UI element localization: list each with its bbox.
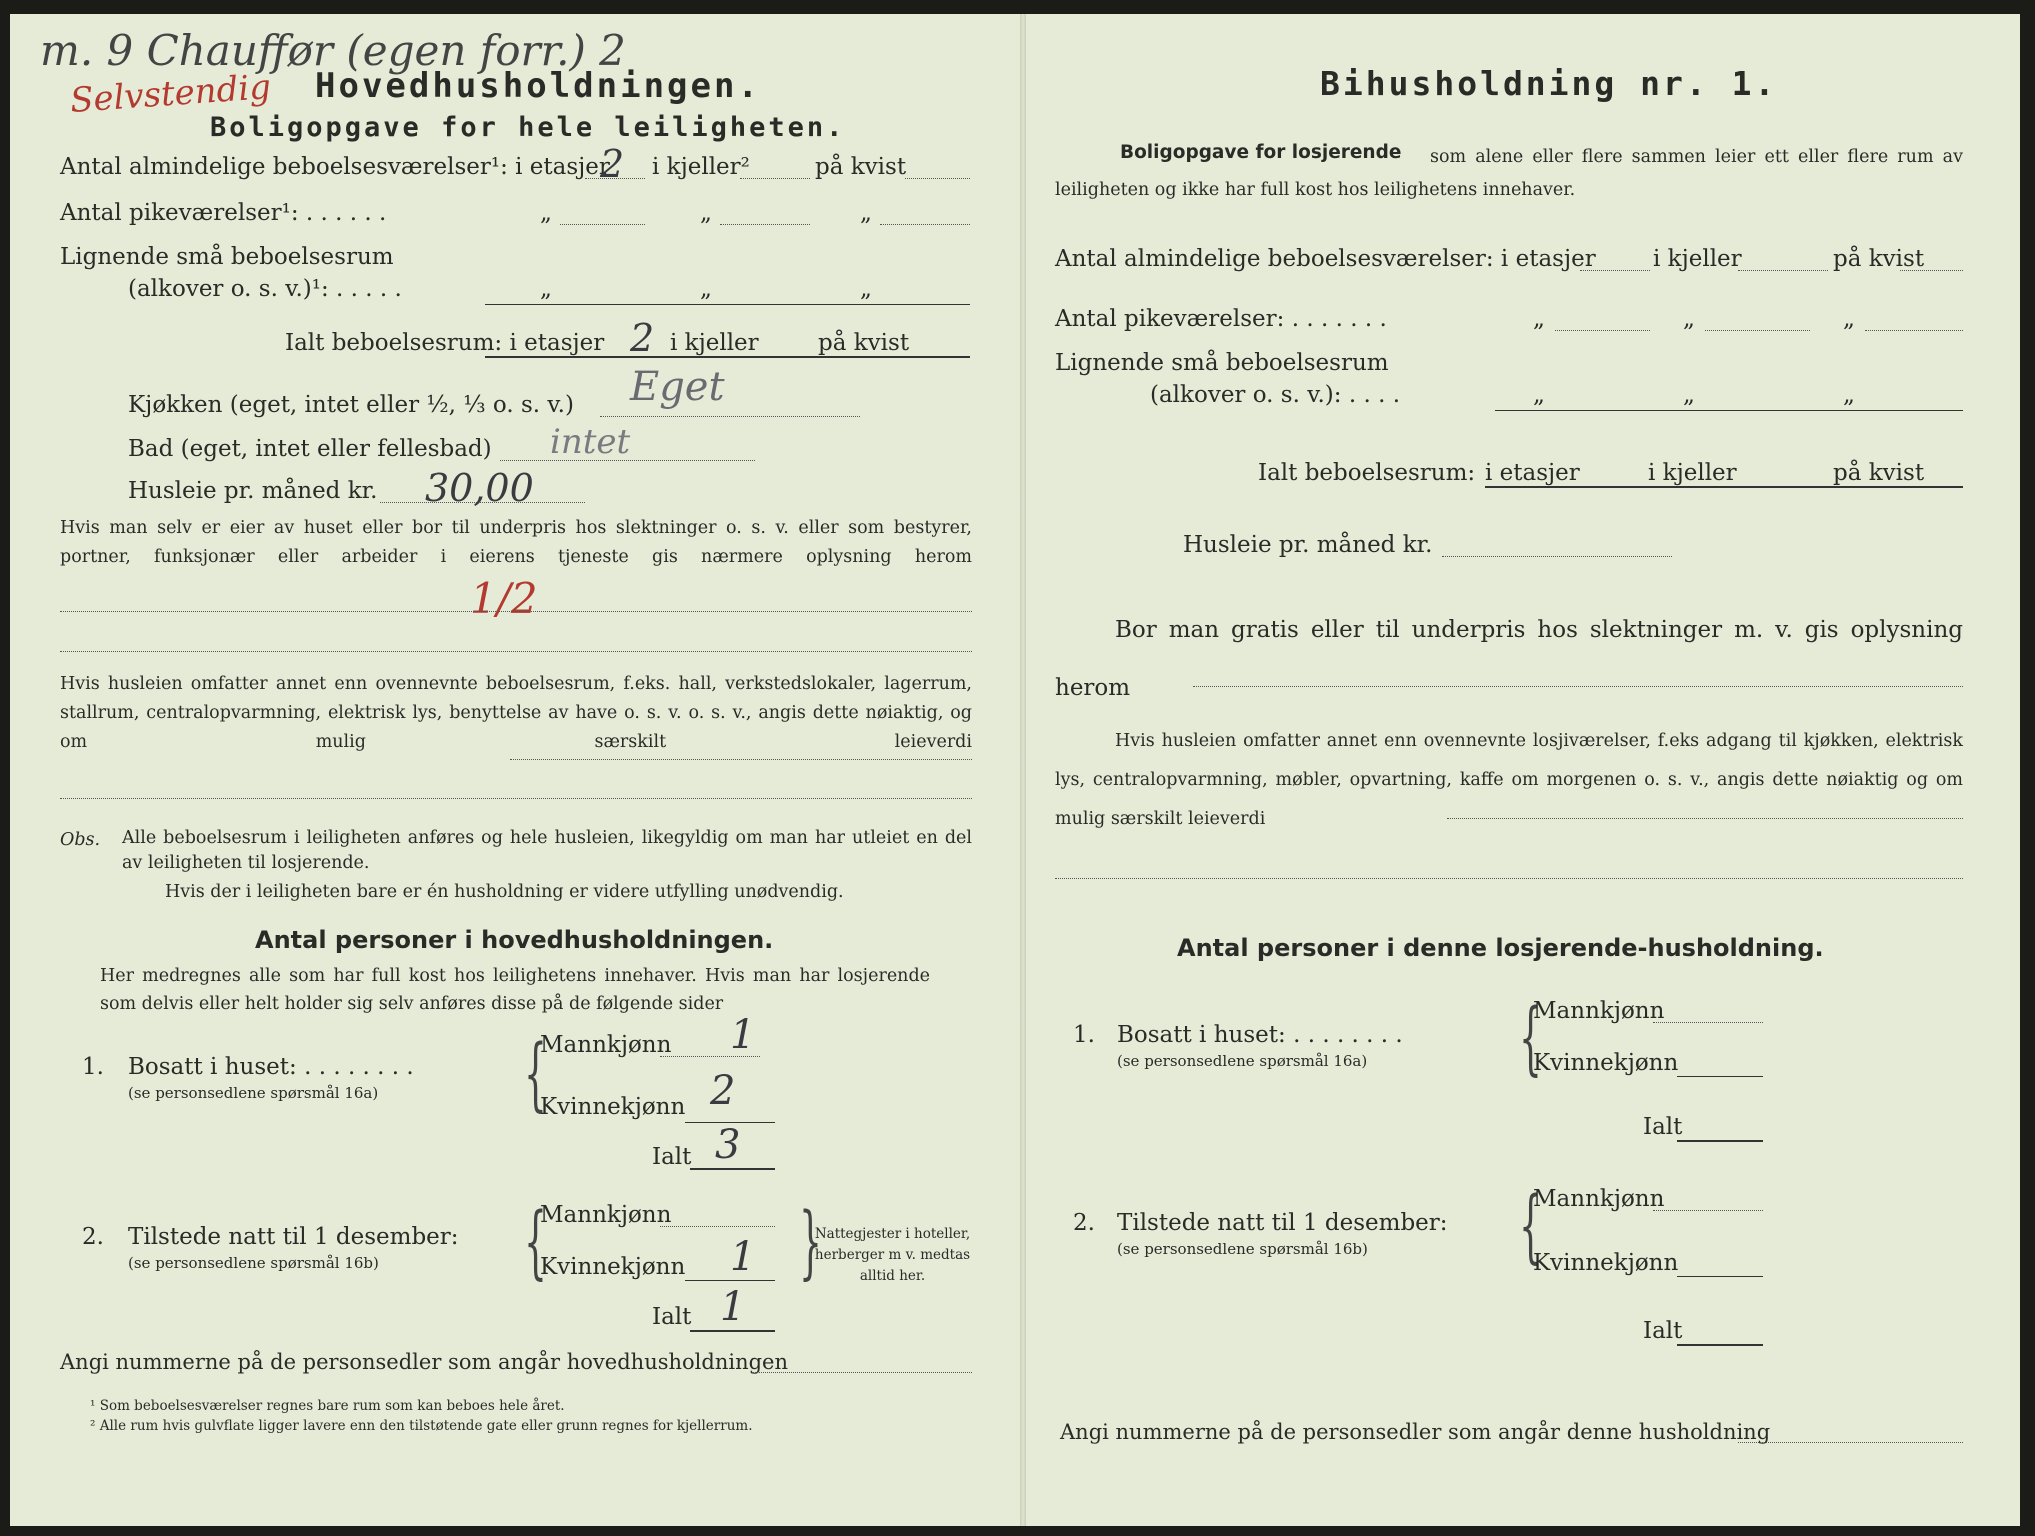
lodger-total-kjeller: i kjeller bbox=[1648, 460, 1737, 486]
owner-note-field[interactable] bbox=[60, 611, 972, 612]
ditto-mark: „ bbox=[540, 276, 552, 302]
q1-total-value: 3 bbox=[715, 1122, 741, 1168]
etasjer-value: 2 bbox=[600, 142, 625, 186]
total-kvist-label: på kvist bbox=[818, 330, 910, 356]
lodger-q2-total-field[interactable] bbox=[1677, 1344, 1763, 1346]
owner-note-value: 1/2 bbox=[470, 574, 538, 623]
ditto-mark: „ bbox=[700, 276, 712, 302]
q2-female-field[interactable] bbox=[685, 1280, 775, 1281]
lodger-total-kvist: på kvist bbox=[1833, 460, 1925, 486]
lodger-q2-label: Tilstede natt til 1 desember: bbox=[1117, 1210, 1448, 1236]
q2-label: Tilstede natt til 1 desember: bbox=[128, 1224, 459, 1250]
handwritten-red-note: Selvstendig bbox=[68, 67, 273, 121]
lodger-q1-female-field[interactable] bbox=[1677, 1076, 1763, 1077]
extras-field[interactable] bbox=[510, 759, 972, 760]
lodger-persons-heading: Antal personer i denne losjerende-husholdning. bbox=[1177, 934, 1824, 962]
persons-heading: Antal personer i hovedhusholdningen. bbox=[255, 926, 774, 954]
q2-female-label: Kvinnekjønn bbox=[540, 1254, 686, 1280]
lodger-kvist-field[interactable] bbox=[1900, 270, 1963, 271]
lodger-person-numbers-field[interactable] bbox=[1738, 1442, 1963, 1443]
lodger-etasjer-field[interactable] bbox=[1580, 270, 1650, 271]
q2-close-brace: } bbox=[798, 1195, 822, 1288]
q1-label: Bosatt i huset: . . . . . . . . bbox=[128, 1054, 414, 1080]
maid-kjeller-field[interactable] bbox=[720, 224, 810, 225]
lodger-intro-bold: Boligopgave for losjerende bbox=[1120, 142, 1402, 163]
owner-note-field-2[interactable] bbox=[60, 651, 972, 652]
lodger-total-label: Ialt beboelsesrum: bbox=[1258, 460, 1476, 486]
q1-male-value: 1 bbox=[730, 1012, 756, 1058]
q1-total-label: Ialt bbox=[652, 1144, 692, 1170]
q1-sub: (se personsedlene spørsmål 16a) bbox=[128, 1084, 379, 1102]
lodger-extras-field-2[interactable] bbox=[1055, 878, 1963, 879]
q1-total-field[interactable] bbox=[690, 1168, 775, 1170]
lodger-kjeller-field[interactable] bbox=[1738, 270, 1828, 271]
lodger-maid-kvist[interactable] bbox=[1865, 330, 1963, 331]
page-title: Hovedhusholdningen. bbox=[315, 66, 761, 106]
page-fold bbox=[1020, 14, 1026, 1526]
lodger-kjeller-label: i kjeller bbox=[1653, 246, 1742, 272]
total-rule bbox=[485, 356, 970, 358]
night-guests-note: Nattegjester i hoteller, herberger m v. medtas alltid her. bbox=[814, 1226, 971, 1284]
lodger-maid-label: Antal pikeværelser: . . . . . . . bbox=[1055, 306, 1387, 332]
persons-intro: Her medregnes alle som har full kost hos leilighetens innehaver. Hvis man har losjerende som delvis eller helt holder sig selv anføres disse på de følgende sider bbox=[100, 966, 930, 1014]
q2-total-value: 1 bbox=[720, 1284, 746, 1330]
lodger-maid-kjeller[interactable] bbox=[1705, 330, 1810, 331]
ditto-mark: „ bbox=[860, 200, 872, 226]
obs-label: Obs. bbox=[60, 830, 101, 850]
ditto-mark: „ bbox=[1843, 306, 1855, 332]
lodger-q1-sub: (se personsedlene spørsmål 16a) bbox=[1117, 1052, 1368, 1070]
lodger-q1-male-label: Mannkjønn bbox=[1533, 998, 1665, 1024]
kjeller-label: i kjeller² bbox=[652, 154, 750, 180]
person-numbers-label: Angi nummerne på de personsedler som angår hovedhusholdningen bbox=[60, 1350, 788, 1374]
q2-female-value: 1 bbox=[730, 1234, 756, 1280]
lodger-q2-male-label: Mannkjønn bbox=[1533, 1186, 1665, 1212]
q2-male-field[interactable] bbox=[660, 1226, 775, 1227]
ditto-mark: „ bbox=[540, 200, 552, 226]
extras-note: Hvis husleien omfatter annet enn ovennevnte beboelsesrum, f.eks. hall, verkstedslokaler, lagerrum, stallrum, centralopvarmning, elektrisk lys, benyttelse av have o. s. v. o. s. v., angis dette nøiaktig, og om mulig særskilt leieverdi bbox=[60, 674, 972, 752]
ditto-mark: „ bbox=[1843, 382, 1855, 408]
q2-total-label: Ialt bbox=[652, 1304, 692, 1330]
kitchen-label: Kjøkken (eget, intet eller ½, ⅓ o. s. v.) bbox=[128, 392, 574, 418]
lodger-q1-label: Bosatt i huset: . . . . . . . . bbox=[1117, 1022, 1403, 1048]
q2-total-field[interactable] bbox=[690, 1330, 775, 1332]
lodger-total-rule bbox=[1485, 486, 1963, 488]
lodger-intro: som alene eller flere sammen leier ett eller flere rum av leiligheten og ikke har full kost hos leilighetens innehaver. bbox=[1055, 147, 1963, 200]
lodger-q1-female-label: Kvinnekjønn bbox=[1533, 1050, 1679, 1076]
lodger-title: Bihusholdning nr. 1. bbox=[1320, 64, 1778, 103]
owner-note: Hvis man selv er eier av huset eller bor til underpris hos slektninger o. s. v. eller som bestyrer, portner, funksjonær eller arbeider i eierens tjeneste gis nærmere oplysning herom bbox=[60, 518, 972, 567]
lodger-rent-label: Husleie pr. måned kr. bbox=[1183, 532, 1433, 558]
kvist-field[interactable] bbox=[905, 178, 970, 179]
kitchen-value: Eget bbox=[630, 364, 725, 410]
lodger-sum-rule bbox=[1495, 410, 1963, 411]
q1-female-label: Kvinnekjønn bbox=[540, 1094, 686, 1120]
lodger-q1-number: 1. bbox=[1073, 1022, 1095, 1048]
lodger-q2-male-field[interactable] bbox=[1653, 1210, 1763, 1211]
obs-text-2: Hvis der i leiligheten bare er én husholdning er videre utfylling unødvendig. bbox=[165, 882, 844, 902]
maid-etasjer-field[interactable] bbox=[560, 224, 645, 225]
alcove-label: (alkover o. s. v.)¹: . . . . . bbox=[128, 276, 402, 302]
ditto-mark: „ bbox=[860, 276, 872, 302]
lodger-maid-etasjer[interactable] bbox=[1555, 330, 1650, 331]
lodger-q2-total-label: Ialt bbox=[1643, 1318, 1683, 1344]
q1-number: 1. bbox=[82, 1054, 104, 1080]
q1-female-value: 2 bbox=[710, 1068, 736, 1114]
sum-rule bbox=[485, 304, 970, 305]
kjeller-field[interactable] bbox=[740, 178, 810, 179]
footnote-2: ² Alle rum hvis gulvflate ligger lavere enn den tilstøtende gate eller grunn regnes for kjellerrum. bbox=[90, 1418, 753, 1434]
page-subtitle: Boligopgave for hele leiligheten. bbox=[210, 112, 846, 143]
handwritten-occupation: m. 9 Chauffør (egen forr.) 2 bbox=[40, 26, 626, 75]
lodger-q2-number: 2. bbox=[1073, 1210, 1095, 1236]
q2-sub: (se personsedlene spørsmål 16b) bbox=[128, 1254, 379, 1272]
q2-number: 2. bbox=[82, 1224, 104, 1250]
ditto-mark: „ bbox=[700, 200, 712, 226]
maid-rooms-label: Antal pikeværelser¹: . . . . . . bbox=[60, 200, 387, 226]
bath-label: Bad (eget, intet eller fellesbad) bbox=[128, 436, 492, 462]
ditto-mark: „ bbox=[1683, 306, 1695, 332]
lodger-gratis-field[interactable] bbox=[1193, 686, 1963, 687]
rooms-label: Antal almindelige beboelsesværelser¹: i etasjer bbox=[60, 154, 610, 180]
footnote-1: ¹ Som beboelsesværelser regnes bare rum som kan beboes hele året. bbox=[90, 1398, 565, 1414]
lodger-kvist-label: på kvist bbox=[1833, 246, 1925, 272]
q1-male-label: Mannkjønn bbox=[540, 1032, 672, 1058]
q2-male-label: Mannkjønn bbox=[540, 1202, 672, 1228]
total-rooms-label: Ialt beboelsesrum: i etasjer bbox=[285, 330, 605, 356]
lodger-gratis-note: Bor man gratis eller til underpris hos slektninger m. v. gis oplysning herom bbox=[1055, 617, 1963, 701]
obs-text: Alle beboelsesrum i leiligheten anføres og hele husleien, likegyldig om man har utleiet en del av leiligheten til losjerende. bbox=[122, 828, 972, 873]
lodger-small-rooms-label: Lignende små beboelsesrum bbox=[1055, 350, 1389, 376]
person-numbers-field[interactable] bbox=[752, 1372, 972, 1373]
lodger-q2-female-label: Kvinnekjønn bbox=[1533, 1250, 1679, 1276]
total-etasjer-value: 2 bbox=[630, 316, 655, 360]
lodger-q2-sub: (se personsedlene spørsmål 16b) bbox=[1117, 1240, 1368, 1258]
kitchen-field[interactable] bbox=[600, 416, 860, 417]
extras-field-2[interactable] bbox=[60, 798, 972, 799]
lodger-q1-male-field[interactable] bbox=[1653, 1022, 1763, 1023]
q1-brace: { bbox=[523, 1027, 547, 1120]
rent-value: 30,00 bbox=[425, 466, 534, 510]
bath-value: intet bbox=[550, 422, 631, 462]
small-rooms-label: Lignende små beboelsesrum bbox=[60, 244, 394, 270]
lodger-extras-field[interactable] bbox=[1447, 818, 1963, 819]
lodger-q1-total-label: Ialt bbox=[1643, 1114, 1683, 1140]
lodger-rent-field[interactable] bbox=[1442, 556, 1672, 557]
ditto-mark: „ bbox=[1533, 382, 1545, 408]
lodger-alcove-label: (alkover o. s. v.): . . . . bbox=[1150, 382, 1401, 408]
lodger-total-etasjer: i etasjer bbox=[1485, 460, 1580, 486]
lodger-q2-brace: { bbox=[1518, 1179, 1542, 1272]
lodger-q2-female-field[interactable] bbox=[1677, 1276, 1763, 1277]
lodger-extras-note: Hvis husleien omfatter annet enn ovennevnte losjiværelser, f.eks adgang til kjøkken, elektrisk lys, centralopvarmning, møbler, opvartning, kaffe om morgenen o. s. v., angis dette nøiaktig og om mulig særskilt leieverdi bbox=[1055, 731, 1963, 829]
kvist-label: på kvist bbox=[815, 154, 907, 180]
lodger-q1-brace: { bbox=[1518, 991, 1542, 1084]
ditto-mark: „ bbox=[1683, 382, 1695, 408]
ditto-mark: „ bbox=[1533, 306, 1545, 332]
lodger-household-page bbox=[1055, 14, 1965, 1526]
total-kjeller-label: i kjeller bbox=[670, 330, 759, 356]
main-household-page bbox=[40, 14, 975, 1526]
lodger-rooms-label: Antal almindelige beboelsesværelser: i etasjer bbox=[1055, 246, 1596, 272]
maid-kvist-field[interactable] bbox=[880, 224, 970, 225]
rent-label: Husleie pr. måned kr. bbox=[128, 478, 378, 504]
lodger-person-numbers-label: Angi nummerne på de personsedler som angår denne husholdning bbox=[1060, 1420, 1771, 1444]
q2-brace: { bbox=[523, 1195, 547, 1288]
lodger-q1-total-field[interactable] bbox=[1677, 1140, 1763, 1142]
